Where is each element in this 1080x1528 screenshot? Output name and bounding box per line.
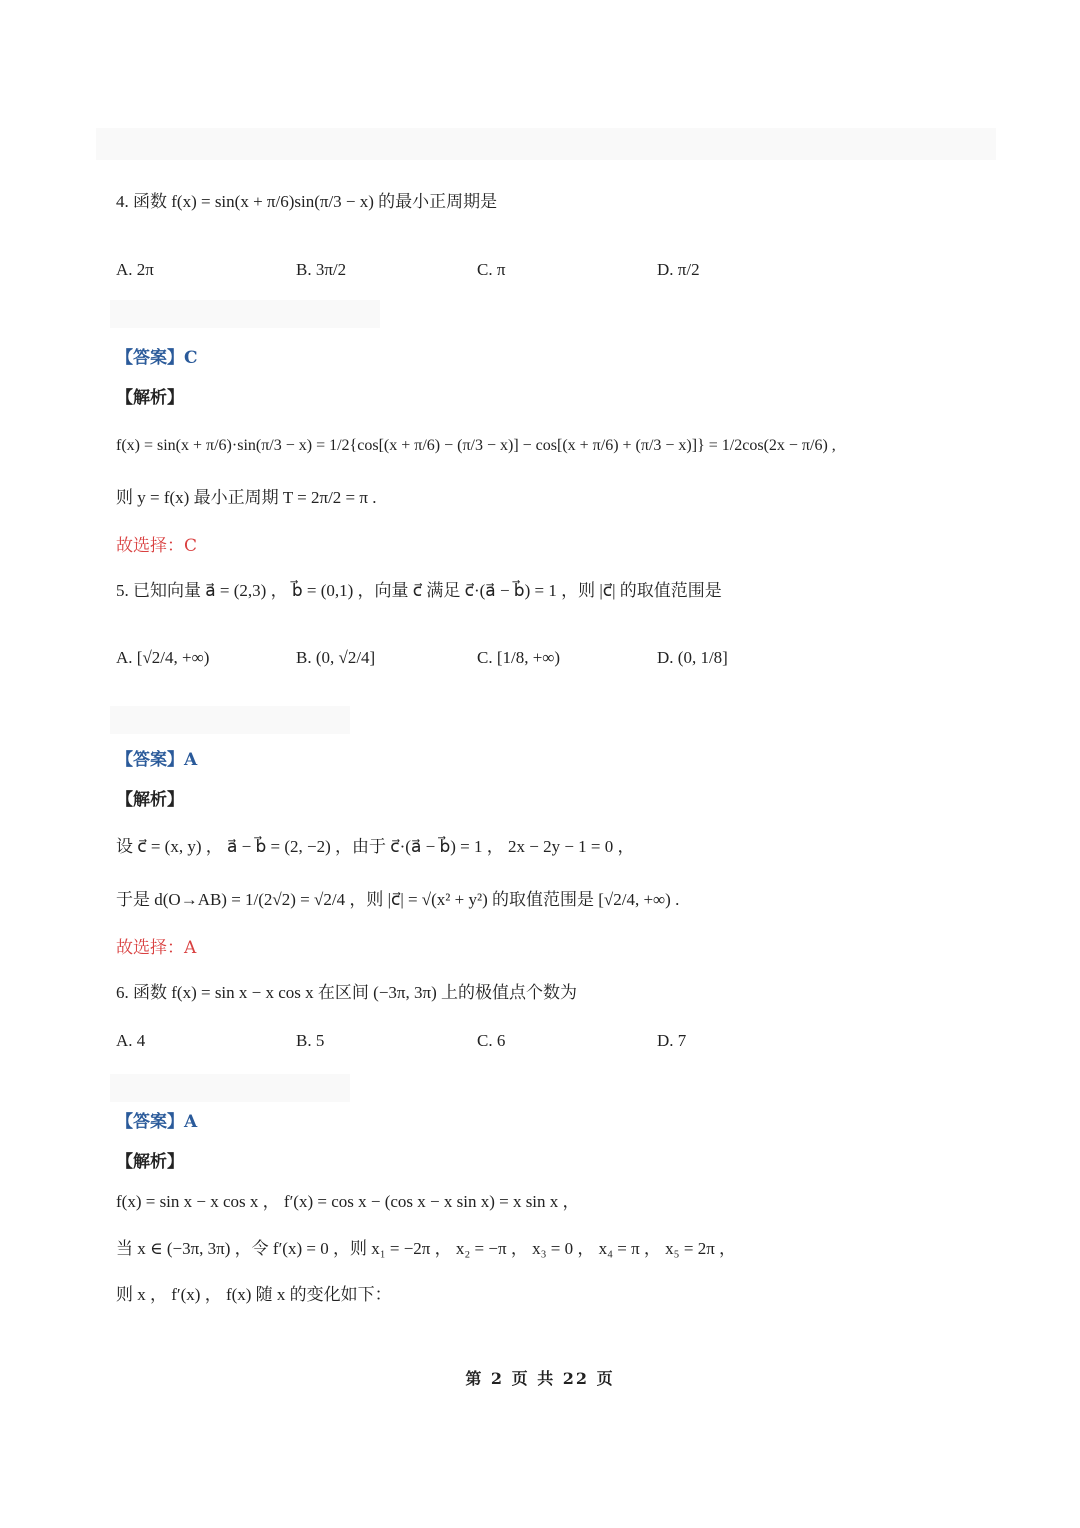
q6-option-c: C. 6	[477, 1031, 506, 1050]
q6-analysis-label: 【解析】	[116, 1152, 184, 1172]
q6-analysis-line1: f(x) = sin x − x cos x ， f′(x) = cos x − (cos x − x sin x) = x sin x ，	[116, 1192, 580, 1211]
q5-option-d: D. (0, 1/8]	[657, 648, 728, 667]
q4-choose: 故选择：C	[116, 536, 198, 556]
q6-option-a: A. 4	[116, 1031, 146, 1050]
q4-option-a: A. 2π	[116, 260, 154, 279]
scan-watermark	[110, 1074, 350, 1102]
q5-analysis-line1: 设 c⃗ = (x, y) ， a⃗ − b⃗ = (2, −2) ，由于 c⃗·(a⃗ − b⃗) = 1 ， 2x − 2y − 1 = 0 ，	[116, 837, 635, 856]
q4-option-b: B. 3π/2	[296, 260, 347, 279]
q4-analysis-line1: f(x) = sin(x + π/6)·sin(π/3 − x) = 1/2{cos[(x + π/6) − (π/3 − x)] − cos[(x + π/6) + (π/3 − x)]} = 1/2cos(2x − π/6) ,	[116, 437, 836, 454]
q5-option-b: B. (0, √2/4]	[296, 648, 376, 667]
q5-answer: 【答案】A	[116, 750, 198, 770]
q6-analysis-line2: 当 x ∈ (−3π, 3π) ，令 f′(x) = 0 ，则 x₁ = −2π ， x₂ = −π ， x₃ = 0 ， x₄ = π ， x₅ = 2π ，	[116, 1239, 737, 1258]
q4-analysis-label: 【解析】	[116, 388, 184, 408]
q4-analysis-line2: 则 y = f(x) 最小正周期 T = 2π/2 = π .	[116, 488, 377, 507]
scan-watermark	[110, 300, 380, 328]
q6-option-b: B. 5	[296, 1031, 325, 1050]
q6-stem: 6. 函数 f(x) = sin x − x cos x 在区间 (−3π, 3π) 上的极值点个数为	[116, 983, 577, 1002]
q5-analysis-label: 【解析】	[116, 790, 184, 810]
q4-option-d: D. π/2	[657, 260, 700, 279]
q4-answer: 【答案】C	[116, 348, 198, 368]
q4-stem: 4. 函数 f(x) = sin(x + π/6)sin(π/3 − x) 的最小正周期是	[116, 192, 498, 211]
q4-option-c: C. π	[477, 260, 506, 279]
scan-watermark	[110, 706, 350, 734]
q5-choose: 故选择：A	[116, 938, 197, 958]
q6-option-d: D. 7	[657, 1031, 687, 1050]
q6-analysis-line3: 则 x ， f′(x) ， f(x) 随 x 的变化如下：	[116, 1285, 392, 1304]
q5-option-c: C. [1/8, +∞)	[477, 648, 561, 667]
q5-analysis-line2: 于是 d(O→AB) = 1/(2√2) = √2/4 ，则 |c⃗| = √(x² + y²) 的取值范围是 [√2/4, +∞) .	[116, 890, 680, 909]
q5-stem: 5. 已知向量 a⃗ = (2,3) ， b⃗ = (0,1) ，向量 c⃗ 满足 c⃗·(a⃗ − b⃗) = 1 ，则 |c⃗| 的取值范围是	[116, 581, 722, 600]
q5-option-a: A. [√2/4, +∞)	[116, 648, 210, 667]
q6-answer: 【答案】A	[116, 1112, 198, 1132]
page-footer: 第 2 页 共 22 页	[465, 1369, 615, 1388]
scan-watermark	[96, 128, 996, 160]
